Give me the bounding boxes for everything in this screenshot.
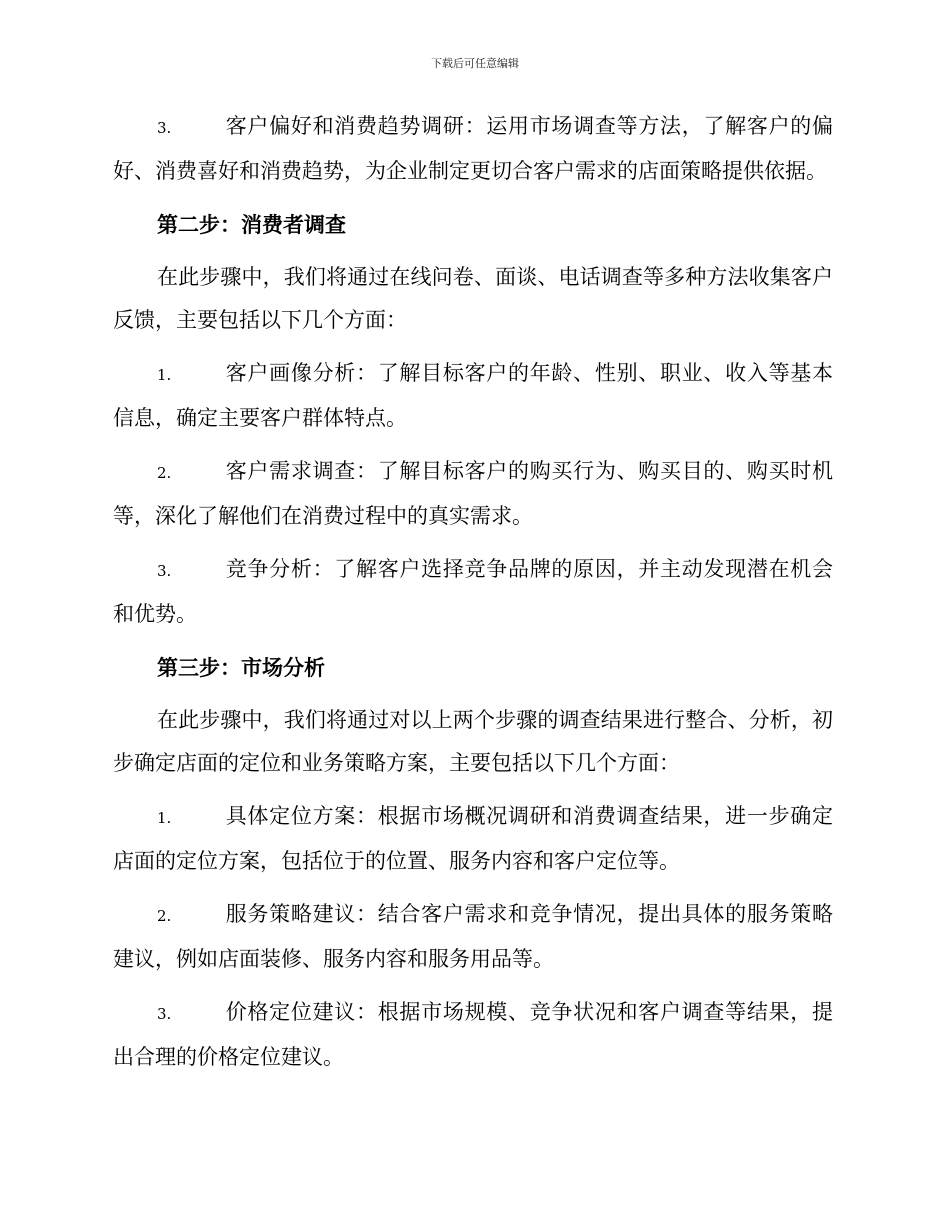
document-body — [113, 105, 833, 1089]
list-item-number: 2. — [157, 464, 172, 482]
list-item — [113, 450, 833, 538]
list-item — [113, 991, 833, 1079]
paragraph: 在此步骤中，我们将通过在线问卷、面谈、电话调查等多种方法收集客户反馈，主要包括以下几个方面： — [113, 265, 833, 332]
page-header: 下载后可任意编辑 — [431, 57, 519, 70]
list-item-number: 3. — [157, 1005, 172, 1023]
list-item-number: 1. — [157, 366, 172, 384]
list-item — [113, 352, 833, 440]
list-item-text: 客户画像分析：了解目标客户的年龄、性别、职业、收入等基本信息，确定主要客户群体特点。 — [113, 361, 833, 430]
list-item-text: 竞争分析：了解客户选择竞争品牌的原因，并主动发现潜在机会和优势。 — [113, 557, 833, 626]
list-item-text: 具体定位方案：根据市场概况调研和消费调查结果，进一步确定店面的定位方案，包括位于的位置、服务内容和客户定位等。 — [113, 804, 833, 873]
list-item — [113, 795, 833, 883]
list-item — [113, 105, 833, 193]
section-heading: 第二步：消费者调查 — [157, 212, 346, 237]
list-item-text: 客户偏好和消费趋势调研：运用市场调查等方法，了解客户的偏好、消费喜好和消费趋势，为企业制定更切合客户需求的店面策略提供依据。 — [113, 114, 833, 183]
list-item-text: 价格定位建议：根据市场规模、竞争状况和客户调查等结果，提出合理的价格定位建议。 — [113, 1000, 833, 1069]
list-item — [113, 893, 833, 981]
list-item-number: 3. — [157, 562, 172, 580]
section-heading: 第三步：市场分析 — [157, 655, 325, 680]
list-item-number: 1. — [157, 809, 172, 827]
paragraph: 在此步骤中，我们将通过对以上两个步骤的调查结果进行整合、分析，初步确定店面的定位和业务策略方案，主要包括以下几个方面： — [113, 708, 833, 775]
list-item — [113, 548, 833, 636]
list-item-number: 2. — [157, 907, 172, 925]
list-item-text: 服务策略建议：结合客户需求和竞争情况，提出具体的服务策略建议，例如店面装修、服务内容和服务用品等。 — [113, 902, 833, 971]
list-item-number: 3. — [157, 119, 172, 137]
list-item-text: 客户需求调查：了解目标客户的购买行为、购买目的、购买时机等，深化了解他们在消费过程中的真实需求。 — [113, 459, 833, 528]
